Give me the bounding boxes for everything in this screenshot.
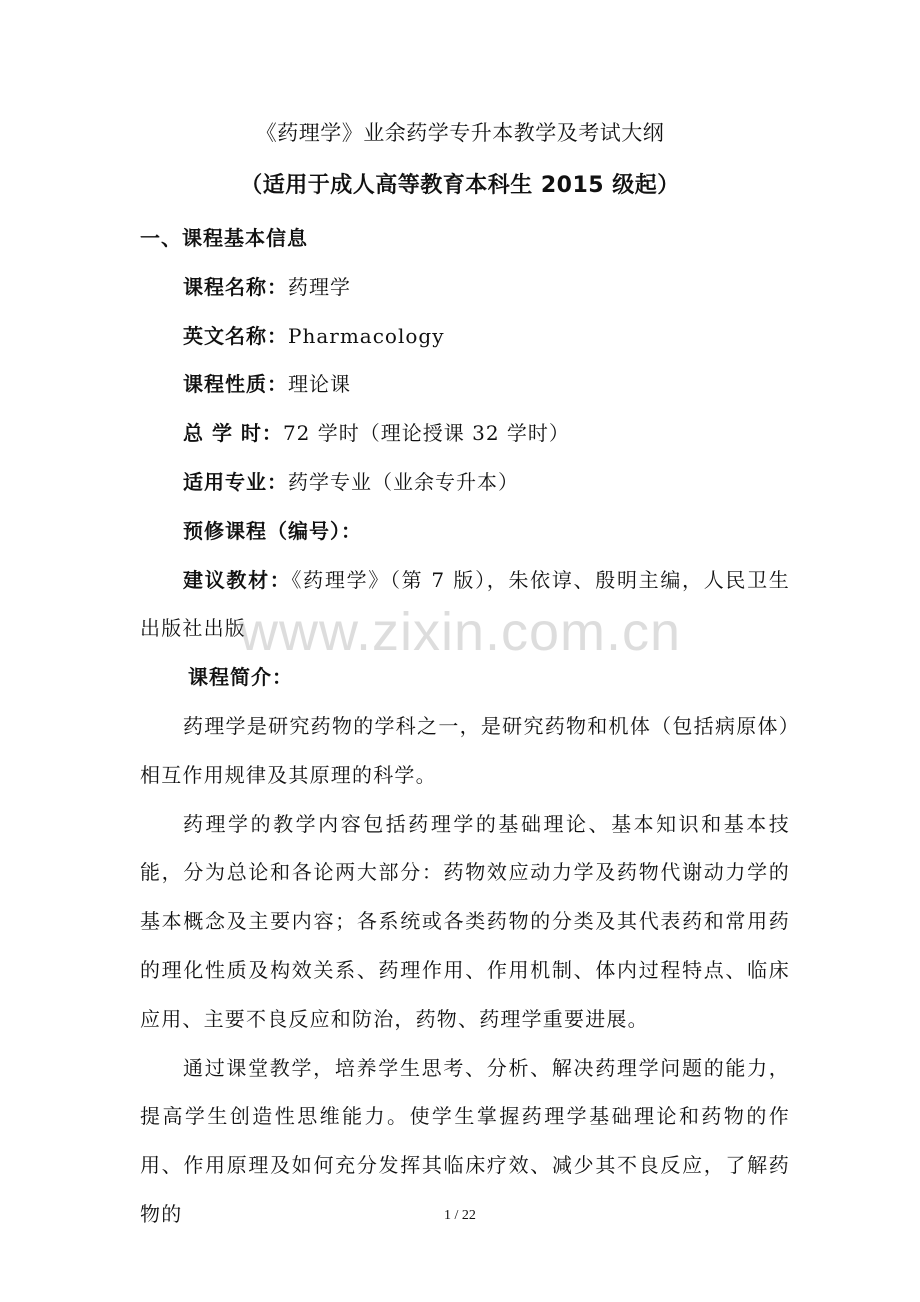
field-label: 适用专业： <box>183 469 288 494</box>
document-subtitle: （适用于成人高等教育本科生 2015 级起） <box>240 173 680 198</box>
field-english-name <box>140 312 790 361</box>
field-value: 药学专业（业余专升本） <box>288 469 519 494</box>
paragraph: 通过课堂教学，培养学生思考、分析、解决药理学问题的能力，提高学生创造性思维能力。使学生掌握药理学基础理论和药物的作用、作用原理及如何充分发挥其临床疗效、减少其不良反应，了解药物的 <box>140 1055 790 1226</box>
field-value: 理论课 <box>288 372 351 397</box>
field-label: 建议教材： <box>183 567 292 592</box>
paragraph: 药理学是研究药物的学科之一，是研究药物和机体（包括病原体）相互作用规律及其原理的科学。 <box>140 713 790 787</box>
field-course-nature <box>140 360 790 409</box>
field-course-name <box>140 263 790 312</box>
field-prerequisite <box>140 507 790 556</box>
field-label: 课程名称： <box>183 274 288 299</box>
field-label: 英文名称： <box>183 323 288 348</box>
field-value: 药理学 <box>288 274 351 299</box>
field-value: 72 学时（理论授课 32 学时） <box>282 421 570 446</box>
intro-heading: 课程简介： <box>188 665 293 690</box>
field-label: 课程性质： <box>183 372 288 397</box>
paragraph: 药理学的教学内容包括药理学的基础理论、基本知识和基本技能，分为总论和各论两大部分：药物效应动力学及药物代谢动力学的基本概念及主要内容；各系统或各类药物的分类及其代表药和常用药的理化性质及构效关系、药理作用、作用机制、体内过程特点、临床应用、主要不良反应和防治，药物、药理学重要进展。 <box>140 811 790 1031</box>
field-total-hours <box>140 409 790 458</box>
field-textbook <box>140 556 790 654</box>
watermark: www.zixin.com.cn <box>238 602 682 662</box>
field-label: 预修课程（编号）： <box>183 518 362 543</box>
field-major <box>140 458 790 507</box>
field-value: Pharmacology <box>288 323 445 348</box>
section-heading: 一、课程基本信息 <box>140 226 308 250</box>
page-number: 1 / 22 <box>444 1208 476 1223</box>
document-title: 《药理学》业余药学专升本教学及考试大纲 <box>255 121 665 145</box>
field-value: 《药理学》（第 7 版），朱依谆、殷明主编，人民卫生出版社出版 <box>140 567 791 641</box>
field-label: 总 学 时： <box>183 421 283 446</box>
document-body <box>140 214 790 1239</box>
